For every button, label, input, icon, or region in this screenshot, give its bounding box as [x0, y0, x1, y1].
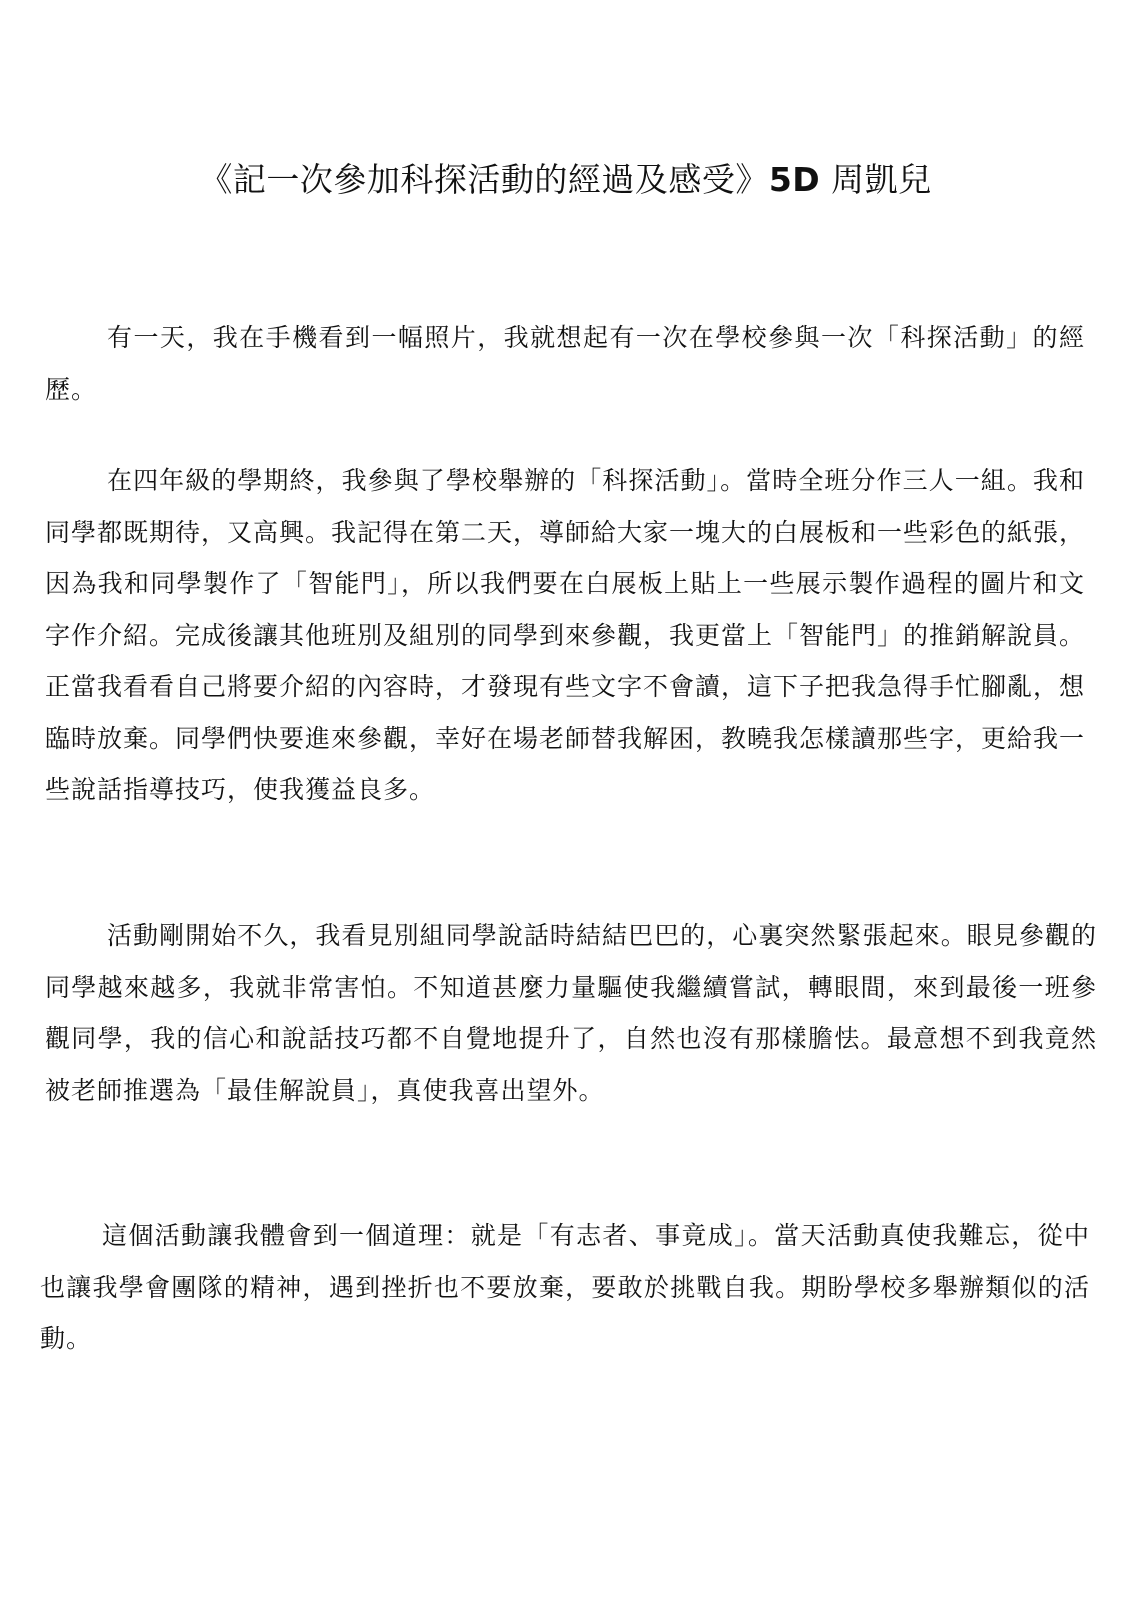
paragraph-2: 在四年級的學期終，我參與了學校舉辦的「科探活動」。當時全班分作三人一組。我和同學都既期待，又高興。我記得在第二天，導師給大家一塊大的白展板和一些彩色的紙張，因為我和同學製作了「智能門」，所以我們要在白展板上貼上一些展示製作過程的圖片和文字作介紹。完成後讓其他班別及組別的同學到來參觀，我更當上「智能門」的推銷解說員。正當我看看自己將要介紹的內容時，才發現有些文字不會讀，這下子把我急得手忙腳亂，想臨時放棄。同學們快要進來參觀，幸好在場老師替我解困，教曉我怎樣讀那些字，更給我一些說話指導技巧，使我獲益良多。	[45, 466, 1086, 804]
page-title	[0, 158, 1131, 202]
paragraph-3: 活動剛開始不久，我看見別組同學說話時結結巴巴的，心裏突然緊張起來。眼見參觀的同學越來越多，我就非常害怕。不知道甚麼力量驅使我繼續嘗試，轉眼間，來到最後一班參觀同學，我的信心和說話技巧都不自覺地提升了，自然也沒有那樣膽怯。最意想不到我竟然被老師推選為「最佳解說員」，真使我喜出望外。	[45, 921, 1097, 1105]
paragraph-1: 有一天，我在手機看到一幅照片，我就想起有一次在學校參與一次「科探活動」的經歷。	[45, 323, 1085, 404]
paragraph-4: 這個活動讓我體會到一個道理：就是「有志者、事竟成」。當天活動真使我難忘，從中也讓我學會團隊的精神，遇到挫折也不要放棄，要敢於挑戰自我。期盼學校多舉辦類似的活動。	[40, 1221, 1090, 1353]
title-class: 5D	[768, 160, 821, 200]
title-author: 周凱兒	[831, 160, 932, 200]
title-main: 《記一次參加科探活動的經過及感受》	[199, 160, 769, 200]
